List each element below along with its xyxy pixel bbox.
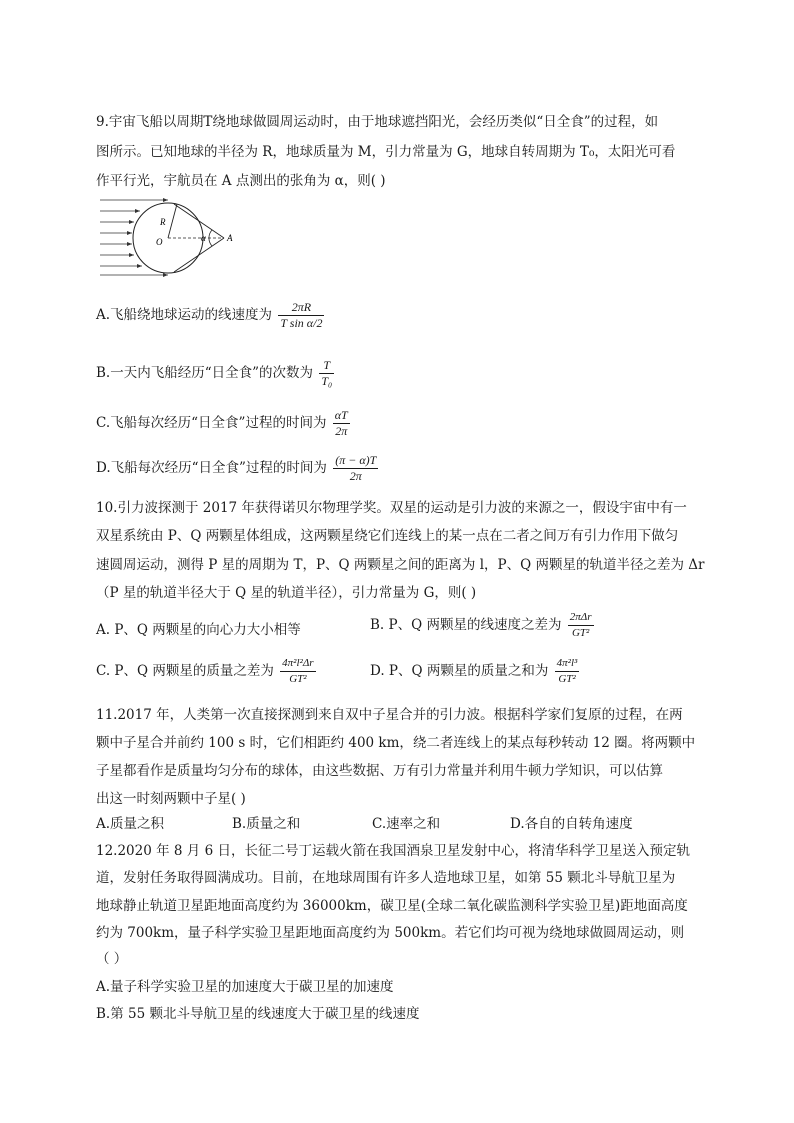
q10-option-d-denominator: GT² — [558, 673, 576, 685]
q9-option-b-text: B.一天内飞船经历“日全食”的次数为 — [96, 365, 314, 381]
radius-line — [168, 204, 177, 238]
q12-option-b: B.第 55 颗北斗导航卫星的线速度大于碳卫星的线速度 — [96, 1006, 420, 1022]
q9-eclipse-diagram — [96, 194, 246, 280]
q10-option-b-text: B. P、Q 两颗星的线速度之差为 — [370, 617, 562, 633]
q10-option-c-text: C. P、Q 两颗星的质量之差为 — [96, 663, 274, 679]
q11-option-c: C.速率之和 — [372, 816, 441, 832]
q11-option-a: A.质量之积 — [96, 816, 165, 832]
q9-option-c — [96, 408, 352, 439]
q9-option-b — [96, 358, 336, 389]
q10-stem-line-2: 双星系统由 P、Q 两颗星体组成，这两颗星绕它们连线上的某一点在二者之间万有引力作用下做匀 — [96, 528, 679, 544]
q10-option-a: A. P、Q 两颗星的向心力大小相等 — [96, 622, 301, 638]
q10-option-d-numerator: 4π²l³ — [555, 656, 580, 672]
q11-option-d: D.各自的自转角速度 — [510, 816, 633, 832]
q9-option-d — [96, 453, 380, 484]
q10-stem-line-3: 速圆周运动，测得 P 星的周期为 T，P、Q 两颗星之间的距离为 l，P、Q 两颗星的轨道半径之差为 Δr — [96, 557, 705, 573]
q10-option-b-numerator: 2πΔr — [568, 610, 594, 626]
q10-option-c-numerator: 4π²l²Δr — [280, 656, 315, 672]
q10-option-d-text: D. P、Q 两颗星的质量之和为 — [370, 663, 549, 679]
q12-stem-line-2: 道，发射任务取得圆满成功。目前，在地球周围有许多人造地球卫星，如第 55 颗北斗导航卫星为 — [96, 870, 676, 886]
q9-option-d-denominator: 2π — [349, 469, 362, 483]
q12-stem-line-3: 地球静止轨道卫星距地面高度约为 36000km，碳卫星(全球二氧化碳监测科学实验卫星)距地面高度 — [96, 898, 688, 914]
label-A: A — [227, 233, 233, 243]
tangent-upper — [174, 204, 224, 238]
q10-stem-line-4: （P 星的轨道半径大于 Q 星的轨道半径），引力常量为 G，则( ) — [96, 585, 477, 601]
q9-option-a — [96, 300, 326, 331]
q9-option-d-text: D.飞船每次经历“日全食”过程的时间为 — [96, 460, 327, 476]
q10-option-b — [370, 610, 596, 641]
q11-stem-line-2: 颗中子星合并前约 100 s 时，它们相距约 400 km，绕二者连线上的某点每秒转动 12 圈。将两颗中 — [96, 735, 696, 751]
q9-stem-line-1: 9.宇宙飞船以周期T绕地球做圆周运动时，由于地球遮挡阳光，会经历类似“日全食”的过程，如 — [96, 114, 659, 130]
q9-option-c-denominator: 2π — [335, 424, 348, 438]
label-O: O — [156, 237, 163, 247]
q10-option-b-denominator: GT² — [571, 627, 590, 639]
q10-option-b-fraction — [568, 610, 594, 641]
q12-stem-line-4: 约为 700km，量子科学实验卫星距地面高度约为 500km。若它们均可视为绕地球做圆周运动，则 — [96, 925, 685, 941]
q11-stem-line-3: 子星都看作是质量均匀分布的球体，由这些数据、万有引力常量并利用牛顿力学知识，可以估算 — [96, 763, 663, 779]
q10-option-d-fraction — [555, 656, 580, 687]
q11-stem-line-4: 出这一时刻两颗中子星( ) — [96, 791, 246, 807]
q12-stem-line-5: （ ） — [96, 951, 128, 967]
q9-option-c-numerator: αT — [334, 408, 348, 422]
q10-option-c — [96, 656, 318, 687]
q9-option-c-text: C.飞船每次经历“日全食”过程的时间为 — [96, 415, 327, 431]
q9-option-c-fraction — [333, 408, 350, 439]
q9-option-d-numerator: (π − α)T — [335, 453, 377, 467]
q9-option-a-text: A.飞船绕地球运动的线速度为 — [96, 307, 273, 323]
q10-option-c-denominator: GT² — [289, 673, 307, 685]
q10-stem-line-1: 10.引力波探测于 2017 年获得诺贝尔物理学奖。双星的运动是引力波的来源之一，假设宇宙中有一 — [96, 500, 687, 516]
q9-stem-line-3: 作平行光，宇航员在 A 点测出的张角为 α，则( ) — [96, 173, 386, 189]
q9-option-a-numerator: 2πR — [278, 300, 324, 316]
q11-stem-line-1: 11.2017 年，人类第一次直接探测到来自双中子星合并的引力波。根据科学家们复原的过程，在两 — [96, 707, 683, 723]
q12-stem-line-1: 12.2020 年 8 月 6 日，长征二号丁运载火箭在我国酒泉卫星发射中心，将清华科学卫星送入预定轨 — [96, 843, 690, 859]
label-alpha: α — [201, 233, 206, 243]
q9-stem-line-2: 图所示。已知地球的半径为 R，地球质量为 M，引力常量为 G，地球自转周期为 T₀，太阳光可看 — [96, 144, 676, 160]
q10-option-d — [370, 656, 581, 687]
q9-option-b-denominator: T₀ — [321, 374, 333, 388]
label-R: R — [160, 217, 166, 227]
q11-option-b: B.质量之和 — [232, 816, 301, 832]
q9-option-b-numerator: T — [319, 358, 334, 374]
q9-option-d-fraction — [333, 453, 378, 484]
tangent-lower — [174, 238, 224, 272]
q10-option-c-fraction — [280, 656, 315, 687]
q9-option-a-fraction — [278, 300, 324, 331]
q9-option-a-denominator: T sin α/2 — [280, 316, 323, 330]
q12-option-a: A.量子科学实验卫星的加速度大于碳卫星的加速度 — [96, 979, 394, 995]
q9-option-b-fraction — [319, 358, 334, 389]
